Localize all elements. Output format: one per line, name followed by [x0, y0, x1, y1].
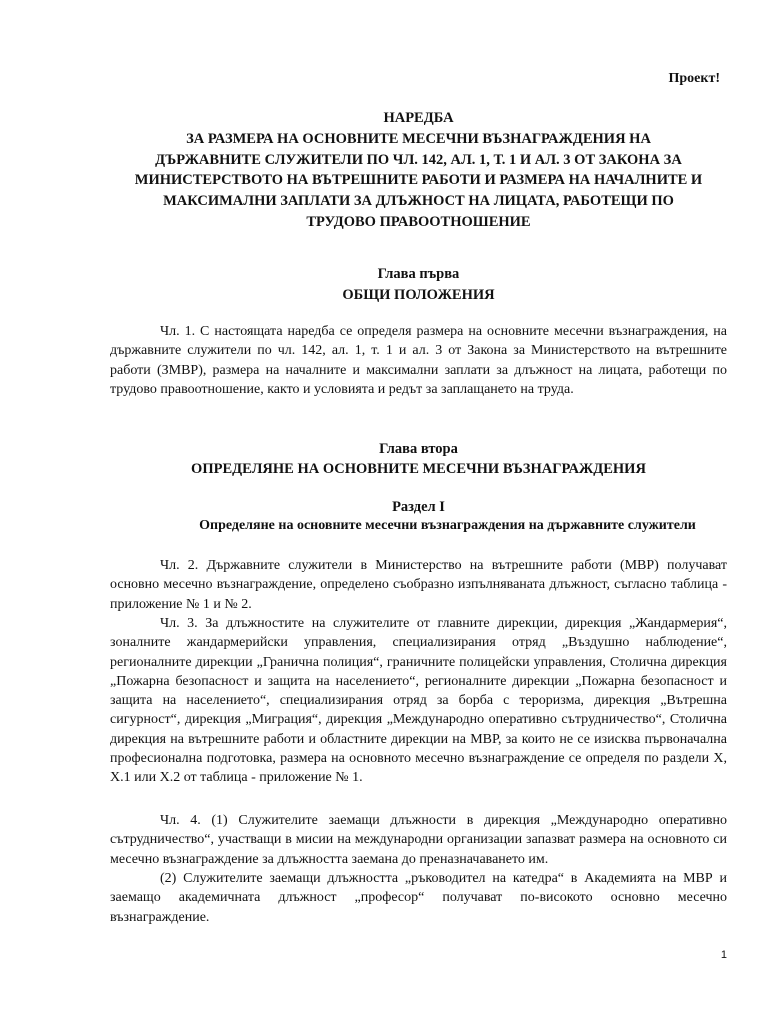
- section-1-heading: Определяне на основните месечни възнаграждения на държавните служители: [199, 518, 696, 533]
- article-4-paragraph-2: (2) Служителите заемащи длъжността „ръководител на катедра“ в Академията на МВР и заемащо академичната длъжност „професор“ получават по-високото основно месечно възнаграждение.: [110, 871, 727, 925]
- chapter-1-label: Глава първа: [377, 266, 460, 282]
- article-1: Чл. 1. С настоящата наредба се определя размера на основните месечни възнаграждения, на държавните служители по чл. 142, ал. 1, т. 1 и ал. 3 от Закона за Министерството на вътрешните работи (ЗМВР), размера на началните и максимални заплати за длъжност на лицата, работещи по трудово правоотношение, както и условията и редът за заплащането на труда.: [110, 324, 727, 397]
- chapter-1-heading: ОБЩИ ПОЛОЖЕНИЯ: [342, 287, 495, 303]
- draft-label: Проект!: [668, 71, 720, 86]
- page-number: 1: [720, 949, 727, 961]
- article-4-paragraph-1: Чл. 4. (1) Служителите заемащи длъжности в дирекция „Международно оперативно сътрудничество“, участващи в мисии на международни организации запазват размера на основното си месечно възнаграждение за длъжността заемана до преназначаването им.: [110, 813, 727, 867]
- chapter-2-label: Глава втора: [379, 441, 458, 457]
- chapter-2-heading: ОПРЕДЕЛЯНЕ НА ОСНОВНИТЕ МЕСЕЧНИ ВЪЗНАГРАЖДЕНИЯ: [191, 461, 646, 477]
- section-1-label: Раздел I: [392, 499, 445, 515]
- title-line: ДЪРЖАВНИТЕ СЛУЖИТЕЛИ ПО ЧЛ. 142, АЛ. 1, Т. 1 И АЛ. 3 ОТ ЗАКОНА ЗА: [155, 151, 682, 168]
- title-line: НАРЕДБА: [383, 110, 454, 126]
- title-line: МАКСИМАЛНИ ЗАПЛАТИ ЗА ДЛЪЖНОСТ НА ЛИЦАТА, РАБОТЕЩИ ПО: [163, 193, 674, 210]
- article-3: Чл. 3. За длъжностите на служителите от главните дирекции, дирекция „Жандармерия“, зоналните жандармерийски управления, специализирания отряд „Въздушно наблюдение“, регионалните дирекции „Гранична полиция“, граничните полицейски управления, Столична дирекция „Пожарна безопасност и защита на населението“, регионалните дирекции „Пожарна безопасност и защита на населението“, специализирания отряд за борба с тероризма, дирекция „Вътрешна сигурност“, дирекция „Миграция“, дирекция „Международно оперативно сътрудничество“, Столична дирекция на вътрешните работи и областните дирекции на МВР, за които не се изисква първоначална професионална подготовка, размера на основното месечно възнаграждение се определя по раздели X, X.1 или X.2 от таблица - приложение № 1.: [110, 616, 727, 786]
- title-line: МИНИСТЕРСТВОТО НА ВЪТРЕШНИТЕ РАБОТИ И РАЗМЕРА НА НАЧАЛНИТЕ И: [134, 172, 703, 189]
- title-line: ТРУДОВО ПРАВООТНОШЕНИЕ: [306, 213, 531, 230]
- document-title: [110, 108, 727, 233]
- article-2: Чл. 2. Държавните служители в Министерство на вътрешните работи (МВР) получават основно месечно възнаграждение, определено съобразно изпълняваната длъжност, съгласно таблица - приложение № 1 и № 2.: [110, 558, 727, 612]
- title-line: ЗА РАЗМЕРА НА ОСНОВНИТЕ МЕСЕЧНИ ВЪЗНАГРАЖДЕНИЯ НА: [186, 130, 651, 147]
